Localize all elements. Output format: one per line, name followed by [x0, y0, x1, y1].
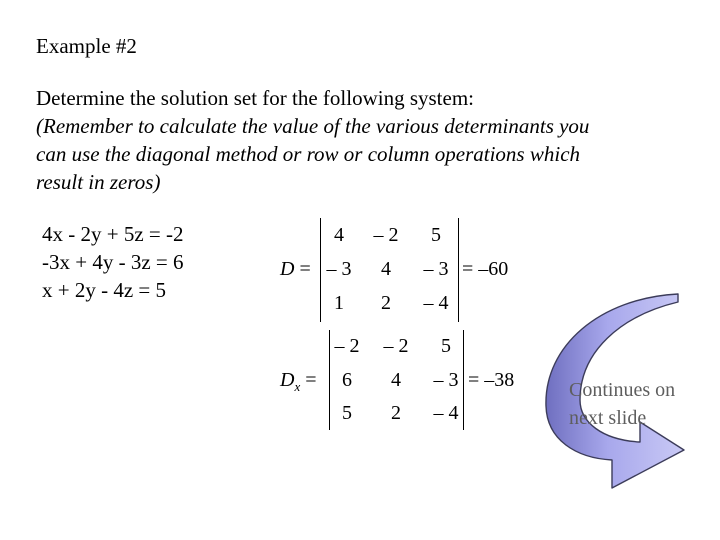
matrix-cell: 5	[441, 335, 451, 357]
determinant-dx-result: = –38	[468, 369, 515, 391]
matrix-cell: 1	[334, 292, 344, 314]
matrix-cell: – 3	[326, 258, 352, 280]
equation-system	[42, 220, 184, 304]
matrix-cell: 4	[381, 258, 391, 280]
determinant-d-label	[280, 258, 311, 281]
matrix-cell: – 2	[383, 335, 409, 357]
matrix-cell: 4	[391, 369, 401, 391]
det-subscript: x	[294, 379, 301, 394]
determinant-d-result: = –60	[462, 258, 509, 280]
note-line: result in zeros)	[36, 170, 161, 194]
matrix-cell: 2	[381, 292, 391, 314]
matrix-cell: – 2	[334, 335, 360, 357]
determinant-right-bar	[458, 218, 459, 322]
continues-note	[569, 376, 675, 432]
matrix-cell: 6	[342, 369, 352, 391]
matrix-cell: – 2	[373, 224, 399, 246]
note-line: can use the diagonal method or row or column operations which	[36, 142, 581, 166]
det-name: D	[280, 369, 295, 391]
det-name: D	[280, 258, 295, 280]
equation-1: 4x - 2y + 5z = -2	[42, 222, 184, 246]
continues-line-2: next slide	[569, 407, 647, 429]
matrix-cell: – 4	[433, 402, 459, 424]
det-equals: =	[305, 369, 317, 391]
instruction-text: Determine the solution set for the following system:	[36, 86, 475, 110]
matrix-cell: 2	[391, 402, 401, 424]
matrix-cell: 4	[334, 224, 344, 246]
instructions	[36, 84, 589, 196]
equation-2: -3x + 4y - 3z = 6	[42, 250, 184, 274]
slide-title: Example #2	[36, 34, 137, 58]
det-equals: =	[299, 258, 311, 280]
matrix-cell: 5	[431, 224, 441, 246]
matrix-cell: – 4	[423, 292, 449, 314]
matrix-cell: – 3	[423, 258, 449, 280]
equation-3: x + 2y - 4z = 5	[42, 278, 167, 302]
matrix-cell: 5	[342, 402, 352, 424]
matrix-cell: – 3	[433, 369, 459, 391]
note-line: (Remember to calculate the value of the various determinants you	[36, 114, 590, 138]
continues-line-1: Continues on	[569, 379, 676, 401]
determinant-dx-label	[280, 369, 317, 395]
